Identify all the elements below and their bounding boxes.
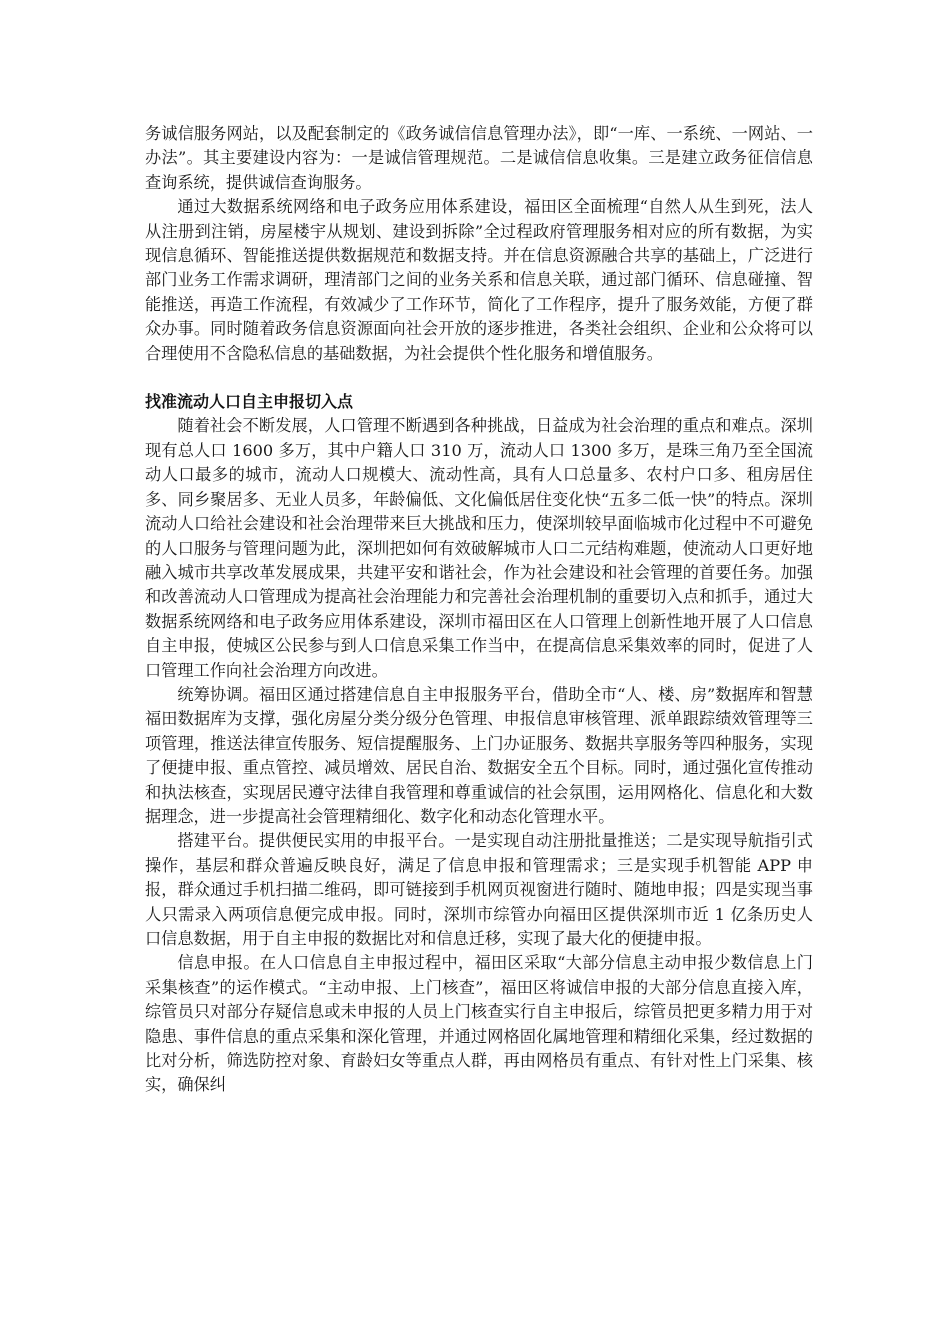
paragraph-coordination: 统筹协调。福田区通过搭建信息自主申报服务平台，借助全市“人、楼、房”数据库和智慧福田数据库为支撑，强化房屋分类分级分色管理、申报信息审核管理、派单跟踪绩效管理等三项管理，推送法律宣传服务、短信提醒服务、上门办证服务、数据共享服务等四种服务，实现了便捷申报、重点管控、减员增效、居民自治、数据安全五个目标。同时，通过强化宣传推动和执法核查，实现居民遵守法律自我管理和尊重诚信的社会氛围，运用网格化、信息化和大数据理念，进一步提高社会管理精细化、数字化和动态化管理水平。 bbox=[145, 684, 813, 826]
paragraph-platform: 搭建平台。提供便民实用的申报平台。一是实现自动注册批量推送；二是实现导航指引式操作，基层和群众普遍反映良好，满足了信息申报和管理需求；三是实现手机智能 APP 申报，群众通过手机扫描二维码，即可链接到手机网页视窗进行随时、随地申报；四是实现当事人只需录入两项信息便完成申报。同时，深圳市综管办向福田区提供深圳市近 1 亿条历史人口信息数据，用于自主申报的数据比对和信息迁移，实现了最大化的便捷申报。 bbox=[145, 831, 813, 948]
paragraph-data-integration: 通过大数据系统网络和电子政务应用体系建设，福田区全面梳理“自然人从生到死，法人从注册到注销，房屋楼宇从规划、建设到拆除”全过程政府管理服务相对应的所有数据，为实现信息循环、智能推送提供数据规范和数据支持。并在信息资源融合共享的基础上，广泛进行部门业务工作需求调研，理清部门之间的业务关系和信息关联，通过部门循环、信息碰撞、智能推送，再造工作流程，有效减少了工作环节，简化了工作程序，提升了服务效能，方便了群众办事。同时随着政务信息资源面向社会开放的逐步推进，各类社会组织、企业和公众将可以合理使用不含隐私信息的基础数据，为社会提供个性化服务和增值服务。 bbox=[145, 197, 813, 363]
section-heading: 找准流动人口自主申报切入点 bbox=[145, 392, 354, 412]
paragraph-spacer bbox=[145, 366, 813, 390]
paragraph-information-reporting: 信息申报。在人口信息自主申报过程中，福田区采取“大部分信息主动申报少数信息上门采集核查”的运作模式。“主动申报、上门核查”，福田区将诚信申报的大部分信息直接入库，综管员只对部分存疑信息或未申报的人员上门核查实行自主申报后，综管员把更多精力用于对隐患、事件信息的重点采集和深化管理，并通过网格固化属地管理和精细化采集，经过数据的比对分析，筛选防控对象、育龄妇女等重点人群，再由网格员有重点、有针对性上门采集、核实，确保纠 bbox=[145, 953, 813, 1095]
document-page bbox=[145, 122, 813, 1098]
paragraph-population-management: 随着社会不断发展，人口管理不断遇到各种挑战，日益成为社会治理的重点和难点。深圳现有总人口 1600 多万，其中户籍人口 310 万，流动人口 1300 多万，是珠三角乃至全国流动人口最多的城市，流动人口规模大、流动性高，具有人口总量多、农村户口多、租房居住多、同乡聚居多、无业人员多，年龄偏低、文化偏低居住变化快“五多二低一快”的特点。深圳流动人口给社会建设和社会治理带来巨大挑战和压力，使深圳较早面临城市化过程中不可避免的人口服务与管理问题为此，深圳把如何有效破解城市人口二元结构难题，使流动人口更好地融入城市共享改革发展成果，共建平安和谐社会，作为社会建设和社会管理的首要任务。加强和改善流动人口管理成为提高社会治理能力和完善社会治理机制的重要切入点和抓手，通过大数据系统网络和电子政务应用体系建设，深圳市福田区在人口管理上创新性地开展了人口信息自主申报，使城区公民参与到人口信息采集工作当中，在提高信息采集效率的同时，促进了人口管理工作向社会治理方向改进。 bbox=[145, 416, 813, 680]
paragraph-continued: 务诚信服务网站，以及配套制定的《政务诚信信息管理办法》，即“一库、一系统、一网站、一办法”。其主要建设内容为：一是诚信管理规范。二是诚信信息收集。三是建立政务征信信息查询系统，提供诚信查询服务。 bbox=[145, 124, 813, 192]
